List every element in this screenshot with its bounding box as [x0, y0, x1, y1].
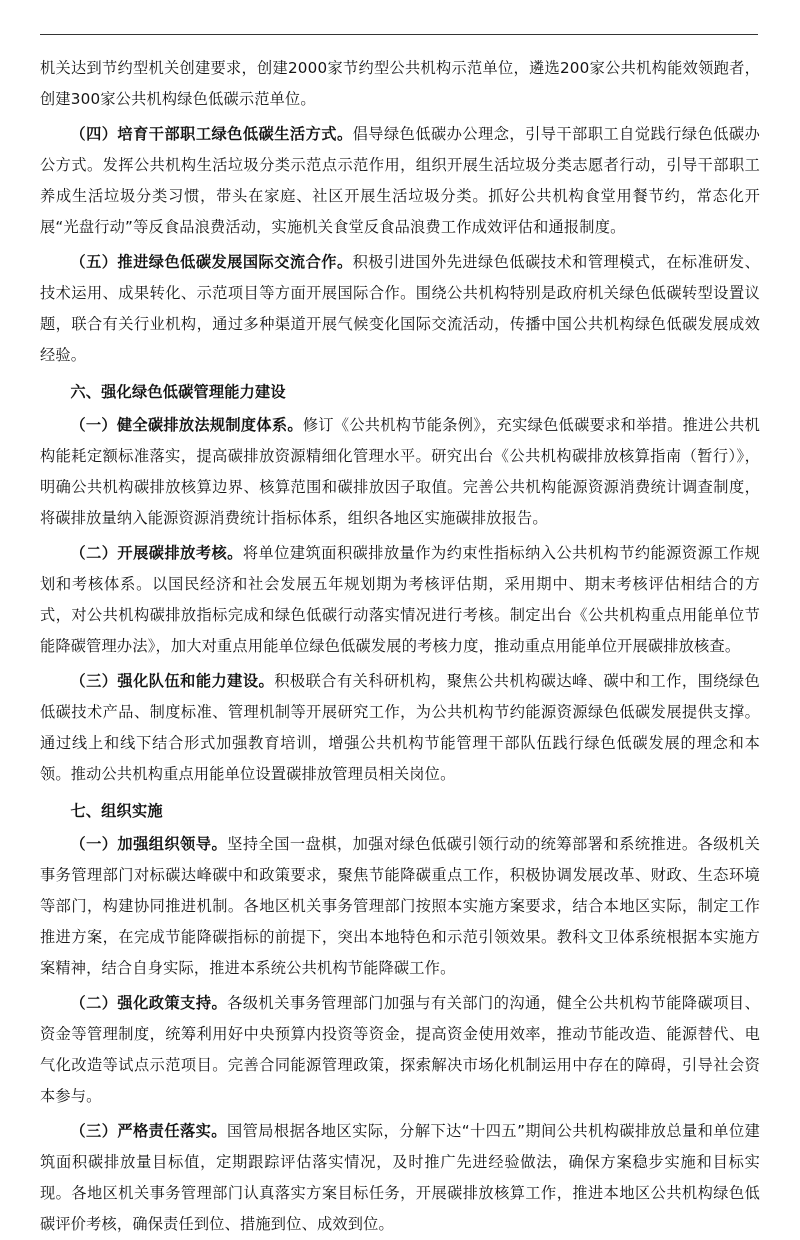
body-paragraph [40, 53, 760, 115]
paragraph-text: 国管局根据各地区实际，分解下达“十四五”期间公共机构碳排放总量和单位建筑面积碳排放量目标值，定期跟踪评估落实情况，及时推广先进经验做法，确保方案稳步实施和目标实现。各地区机关事务管理部门认真落实方案目标任务，开展碳排放核算工作，推进本地区公共机构绿色低碳评价考核，确保责任到位、措施到位、成效到位。 [40, 1122, 760, 1233]
document-body [40, 53, 760, 1240]
heading-text: 六、强化绿色低碳管理能力建设 [70, 383, 286, 401]
paragraph-text: 倡导绿色低碳办公理念，引导干部职工自觉践行绿色低碳办公方式。发挥公共机构生活垃圾分类示范点示范作用，组织开展生活垃圾分类志愿者行动，引导干部职工养成生活垃圾分类习惯，带头在家庭、社区开展生活垃圾分类。抓好公共机构食堂用餐节约，常态化开展“光盘行动”等反食品浪费活动，实施机关食堂反食品浪费工作成效评估和通报制度。 [40, 125, 760, 236]
heading-text: 七、组织实施 [70, 802, 163, 820]
paragraph-lead: （一）健全碳排放法规制度体系。 [70, 416, 303, 434]
paragraph-text: 将单位建筑面积碳排放量作为约束性指标纳入公共机构节约能源资源工作规划和考核体系。以国民经济和社会发展五年规划期为考核评估期，采用期中、期末考核评估相结合的方式，对公共机构碳排放指标完成和绿色低碳行动落实情况进行考核。制定出台《公共机构重点用能单位节能降碳管理办法》，加大对重点用能单位绿色低碳发展的考核力度，推动重点用能单位开展碳排放核查。 [40, 544, 760, 655]
body-paragraph [40, 410, 760, 534]
body-paragraph [40, 119, 760, 243]
paragraph-text: 坚持全国一盘棋，加强对绿色低碳引领行动的统筹部署和系统推进。各级机关事务管理部门对标碳达峰碳中和政策要求，聚焦节能降碳重点工作，积极协调发展改革、财政、生态环境等部门，构建协同推进机制。各地区机关事务管理部门按照本实施方案要求，结合本地区实际，制定工作推进方案，在完成节能降碳指标的前提下，突出本地特色和示范引领效果。教科文卫体系统根据本实施方案精神，结合自身实际，推进本系统公共机构节能降碳工作。 [40, 835, 760, 977]
section-heading [40, 796, 760, 827]
paragraph-text: 修订《公共机构节能条例》，充实绿色低碳要求和举措。推进公共机构能耗定额标准落实，提高碳排放资源精细化管理水平。研究出台《公共机构碳排放核算指南（暂行）》，明确公共机构碳排放核算边界、核算范围和碳排放因子取值。完善公共机构能源资源消费统计调查制度，将碳排放量纳入能源资源消费统计指标体系，组织各地区实施碳排放报告。 [40, 416, 760, 527]
paragraph-lead: （一）加强组织领导。 [70, 835, 228, 853]
paragraph-lead: （三）严格责任落实。 [70, 1122, 227, 1140]
paragraph-lead: （五）推进绿色低碳发展国际交流合作。 [70, 253, 353, 271]
paragraph-text: 各级机关事务管理部门加强与有关部门的沟通，健全公共机构节能降碳项目、资金等管理制度，统筹利用好中央预算内投资等资金，提高资金使用效率，推动节能改造、能源替代、电气化改造等试点示范项目。完善合同能源管理政策，探索解决市场化机制运用中存在的障碍，引导社会资本参与。 [40, 994, 760, 1105]
paragraph-text: 积极联合有关科研机构，聚焦公共机构碳达峰、碳中和工作，围绕绿色低碳技术产品、制度标准、管理机制等开展研究工作，为公共机构节约能源资源绿色低碳发展提供支撑。通过线上和线下结合形式加强教育培训，增强公共机构节能管理干部队伍践行绿色低碳发展的理念和本领。推动公共机构重点用能单位设置碳排放管理员相关岗位。 [40, 672, 761, 783]
paragraph-text: 机关达到节约型机关创建要求，创建2000家节约型公共机构示范单位，遴选200家公共机构能效领跑者，创建300家公共机构绿色低碳示范单位。 [40, 59, 760, 108]
page-top-rule [40, 34, 758, 35]
paragraph-lead: （四）培育干部职工绿色低碳生活方式。 [70, 125, 353, 143]
body-paragraph [40, 988, 760, 1112]
section-heading [40, 377, 760, 408]
paragraph-lead: （二）强化政策支持。 [70, 994, 228, 1012]
paragraph-lead: （二）开展碳排放考核。 [70, 544, 243, 562]
body-paragraph [40, 666, 760, 790]
body-paragraph [40, 1116, 760, 1240]
body-paragraph [40, 829, 760, 984]
body-paragraph [40, 247, 760, 371]
body-paragraph [40, 538, 760, 662]
paragraph-text: 积极引进国外先进绿色低碳技术和管理模式，在标准研发、技术运用、成果转化、示范项目等方面开展国际合作。围绕公共机构特别是政府机关绿色低碳转型设置议题，联合有关行业机构，通过多种渠道开展气候变化国际交流活动，传播中国公共机构绿色低碳发展成效经验。 [40, 253, 760, 364]
paragraph-lead: （三）强化队伍和能力建设。 [70, 672, 275, 690]
